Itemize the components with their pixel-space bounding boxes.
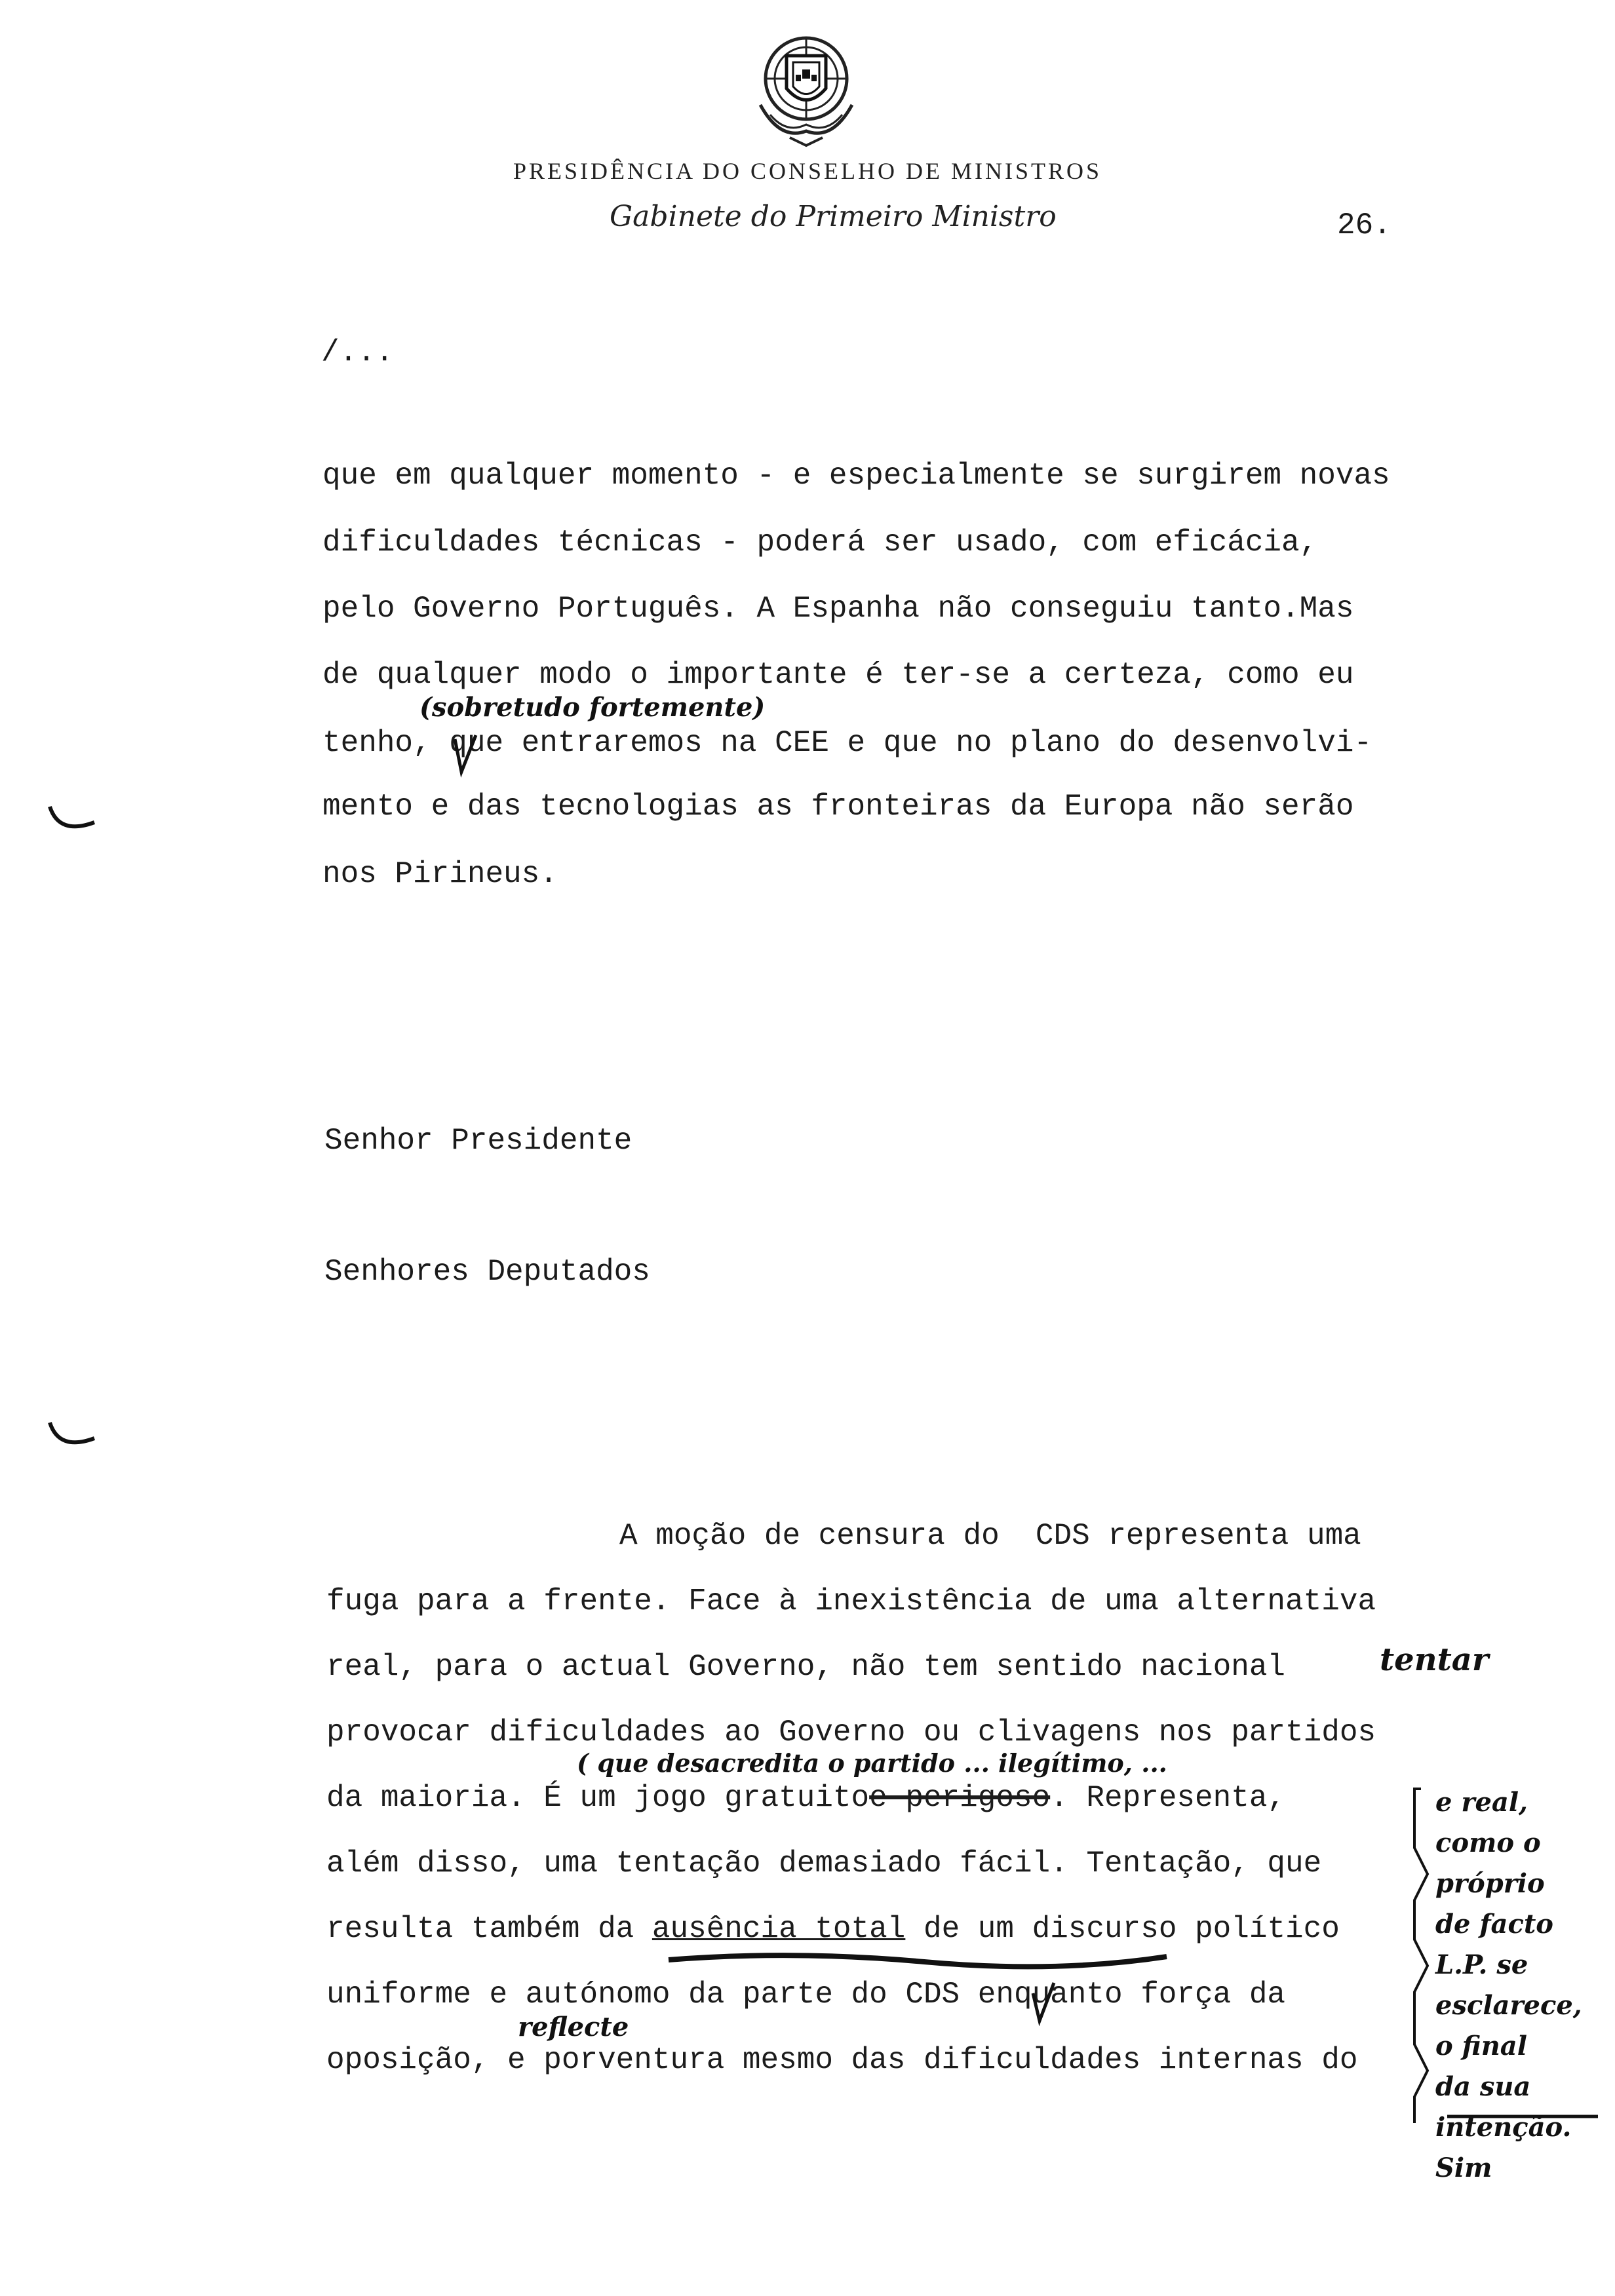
- paragraph-2-line: além disso, uma tentação demasiado fácil. Tentação, que: [326, 1846, 1322, 1881]
- handwritten-insertion: (sobretudo fortemente): [419, 692, 766, 723]
- insertion-caret-mark: [452, 733, 478, 778]
- institution-header: PRESIDÊNCIA DO CONSELHO DE MINISTROS: [513, 158, 1102, 184]
- margin-handwritten-note: [1435, 1782, 1606, 2189]
- underlined-text: ausência total: [652, 1912, 906, 1946]
- continuation-marker: /...: [321, 335, 394, 370]
- paragraph-2-line: [326, 1781, 1285, 1815]
- handwritten-strike-mark: [662, 1943, 1173, 1976]
- paragraph-2-line: uniforme e autónomo da parte do CDS enquanto força da: [326, 1978, 1286, 2012]
- paragraph-2-line: provocar dificuldades ao Governo ou clivagens nos partidos: [326, 1715, 1376, 1750]
- handwritten-insertion: ( que desacredita o partido ... ilegítimo, ...: [577, 1748, 1167, 1778]
- paragraph-1-line: dificuldades técnicas - poderá ser usado, com eficácia,: [322, 526, 1318, 560]
- punch-hole-mark: [46, 803, 98, 842]
- maioria-text: da maioria. É um jogo gratuito: [326, 1781, 870, 1815]
- salutation-deputies: Senhores Deputados: [324, 1255, 650, 1289]
- total-pre-text: resulta também da: [326, 1912, 652, 1946]
- margin-note-line: esclarece,: [1435, 1990, 1582, 2021]
- handwritten-insertion: tentar: [1380, 1641, 1489, 1678]
- margin-note-line: L.P. se: [1435, 1949, 1528, 1980]
- paragraph-1-line: de qualquer modo o importante é ter-se a certeza, como eu: [322, 658, 1354, 692]
- page-number: 26.: [1337, 208, 1391, 242]
- margin-note-line: Sim: [1435, 2152, 1492, 2183]
- margin-note-line: intenção.: [1435, 2112, 1572, 2143]
- margin-note-line: próprio: [1435, 1868, 1545, 1899]
- salutation-president: Senhor Presidente: [324, 1124, 632, 1158]
- office-subheader: Gabinete do Primeiro Ministro: [610, 200, 1057, 233]
- paragraph-1-line: que em qualquer momento - e especialmente se surgirem novas: [322, 459, 1390, 493]
- paragraph-1-line: nos Pirineus.: [322, 857, 558, 891]
- paragraph-2-line: A moção de censura do CDS representa uma: [619, 1519, 1361, 1553]
- paragraph-1-line: pelo Governo Português. A Espanha não conseguiu tanto.Mas: [322, 592, 1354, 626]
- handwritten-insertion: reflecte: [518, 2012, 629, 2042]
- margin-note-line: e real,: [1435, 1787, 1528, 1818]
- coat-of-arms-emblem: [741, 26, 872, 151]
- paragraph-2-line: fuga para a frente. Face à inexistência de uma alternativa: [326, 1584, 1376, 1618]
- margin-note-line: o final: [1435, 2031, 1527, 2061]
- insertion-caret-mark: [1030, 1980, 1057, 2026]
- margin-note-line: da sua: [1435, 2071, 1531, 2102]
- punch-hole-mark: [46, 1419, 98, 1458]
- struck-text: e perigoso: [869, 1781, 1051, 1815]
- margin-note-line: de facto: [1435, 1909, 1553, 1940]
- margin-note-line: como o: [1435, 1827, 1541, 1858]
- total-post-text: de um discurso político: [905, 1912, 1340, 1946]
- paragraph-2-line: [326, 1912, 1340, 1946]
- paragraph-2-line: oposição, e porventura mesmo das dificuldades internas do: [326, 2043, 1358, 2077]
- paragraph-1-line: tenho, que entraremos na CEE e que no plano do desenvolvi-: [322, 726, 1372, 760]
- paragraph-1-line: mento e das tecnologias as fronteiras da Europa não serão: [322, 790, 1354, 824]
- paragraph-2-line: real, para o actual Governo, não tem sentido nacional: [326, 1650, 1286, 1684]
- maioria-rest-text: . Representa,: [1050, 1781, 1286, 1815]
